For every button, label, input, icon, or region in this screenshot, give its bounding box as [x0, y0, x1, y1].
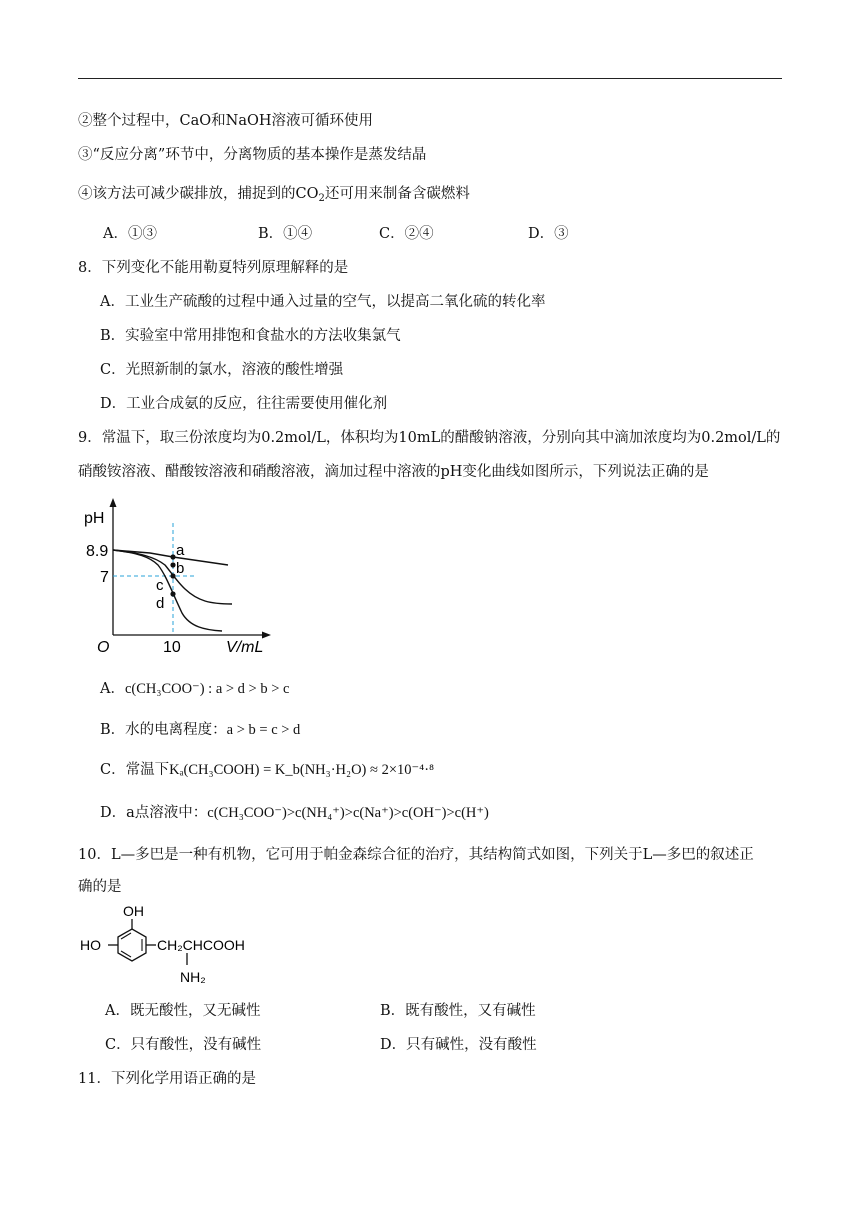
side-chain-label: CH₂CHCOOH	[157, 937, 245, 953]
point-d	[170, 591, 175, 596]
statement-4	[78, 184, 470, 204]
q10-option-a: A．既无酸性，又无碱性	[105, 1003, 261, 1019]
q9-option-a-formula: c(CH₃COO⁻) : a > d > b > c	[124, 681, 290, 697]
statement-3: ③“反应分离”环节中，分离物质的基本操作是蒸发结晶	[78, 147, 427, 163]
y-axis-label: pH	[84, 510, 105, 527]
q8-stem: 8．下列变化不能用勒夏特列原理解释的是	[78, 260, 349, 276]
ph-titration-graph	[80, 495, 280, 660]
q9-option-c-formula: Kₐ(CH₃COOH) = K_b(NH₃·H₂O) ≈ 2×10⁻⁴·⁸	[169, 762, 435, 778]
statement-4-suffix: 还可用来制备含碳燃料	[324, 186, 470, 202]
q10-stem-line1: 10．L—多巴是一种有机物，它可用于帕金森综合征的治疗，其结构简式如图，下列关于L—多巴的叙述正	[78, 847, 754, 863]
y-axis-arrow	[110, 498, 117, 507]
x-axis-label: V/mL	[226, 639, 264, 656]
q9-option-a	[100, 679, 289, 699]
x-axis-arrow	[262, 632, 271, 639]
q7-option-c: C．②④	[379, 226, 434, 242]
q9-option-b-label: B．水的电离程度：	[100, 722, 227, 738]
q10-stem-line2: 确的是	[78, 879, 122, 895]
point-b	[170, 562, 175, 567]
header-rule	[78, 78, 782, 79]
statement-2: ②整个过程中，CaO和NaOH溶液可循环使用	[78, 113, 373, 129]
amine-label: NH₂	[180, 969, 206, 985]
y-tick-7: 7	[100, 569, 109, 586]
q8-option-d: D．工业合成氨的反应，往往需要使用催化剂	[100, 396, 388, 412]
q9-option-c-label: C．常温下	[100, 762, 170, 778]
q9-option-d	[100, 803, 489, 823]
q7-option-a: A．①③	[103, 226, 157, 242]
q10-option-b: B．既有酸性，又有碱性	[380, 1003, 536, 1019]
l-dopa-structure	[76, 903, 266, 991]
q9-option-d-label: D．a点溶液中：	[100, 805, 208, 821]
statement-4-prefix: ④该方法可减少碳排放，捕捉到的CO	[78, 186, 319, 202]
point-b-label: b	[176, 560, 185, 577]
statement-4-subscript: 2	[318, 193, 325, 204]
origin-label: O	[97, 639, 110, 656]
q8-option-a: A．工业生产硫酸的过程中通入过量的空气，以提高二氧化硫的转化率	[100, 294, 546, 310]
point-a-label: a	[176, 542, 185, 559]
point-d-label: d	[156, 595, 165, 612]
point-c-label: c	[156, 577, 164, 594]
q7-option-d: D．③	[528, 226, 569, 242]
q9-stem-line2: 硝酸铵溶液、醋酸铵溶液和硝酸溶液，滴加过程中溶液的pH变化曲线如图所示，下列说法正确的是	[78, 464, 709, 480]
q9-stem-line1: 9．常温下，取三份浓度均为0.2mol/L，体积均为10mL的醋酸钠溶液，分别向其中滴加浓度均为0.2mol/L的	[78, 430, 781, 446]
q9-option-b-formula: a > b = c > d	[226, 722, 301, 738]
q9-option-a-label: A．	[100, 681, 125, 697]
x-tick-10: 10	[163, 639, 181, 656]
q10-option-c: C．只有酸性，没有碱性	[105, 1037, 262, 1053]
oh-label: OH	[123, 903, 144, 919]
q11-stem: 11．下列化学用语正确的是	[78, 1071, 256, 1087]
y-tick-8-9: 8.9	[86, 543, 109, 560]
ho-label: HO	[80, 937, 101, 953]
point-a	[170, 554, 175, 559]
q8-option-c: C．光照新制的氯水，溶液的酸性增强	[100, 362, 344, 378]
q9-option-c	[100, 760, 434, 780]
q9-option-d-formula: c(CH₃COO⁻)>c(NH₄⁺)>c(Na⁺)>c(OH⁻)>c(H⁺)	[207, 805, 489, 821]
q10-option-d: D．只有碱性，没有酸性	[380, 1037, 537, 1053]
q7-option-b: B．①④	[258, 226, 313, 242]
q9-option-b	[100, 720, 300, 740]
point-c	[170, 573, 175, 578]
q8-option-b: B．实验室中常用排饱和食盐水的方法收集氯气	[100, 328, 401, 344]
